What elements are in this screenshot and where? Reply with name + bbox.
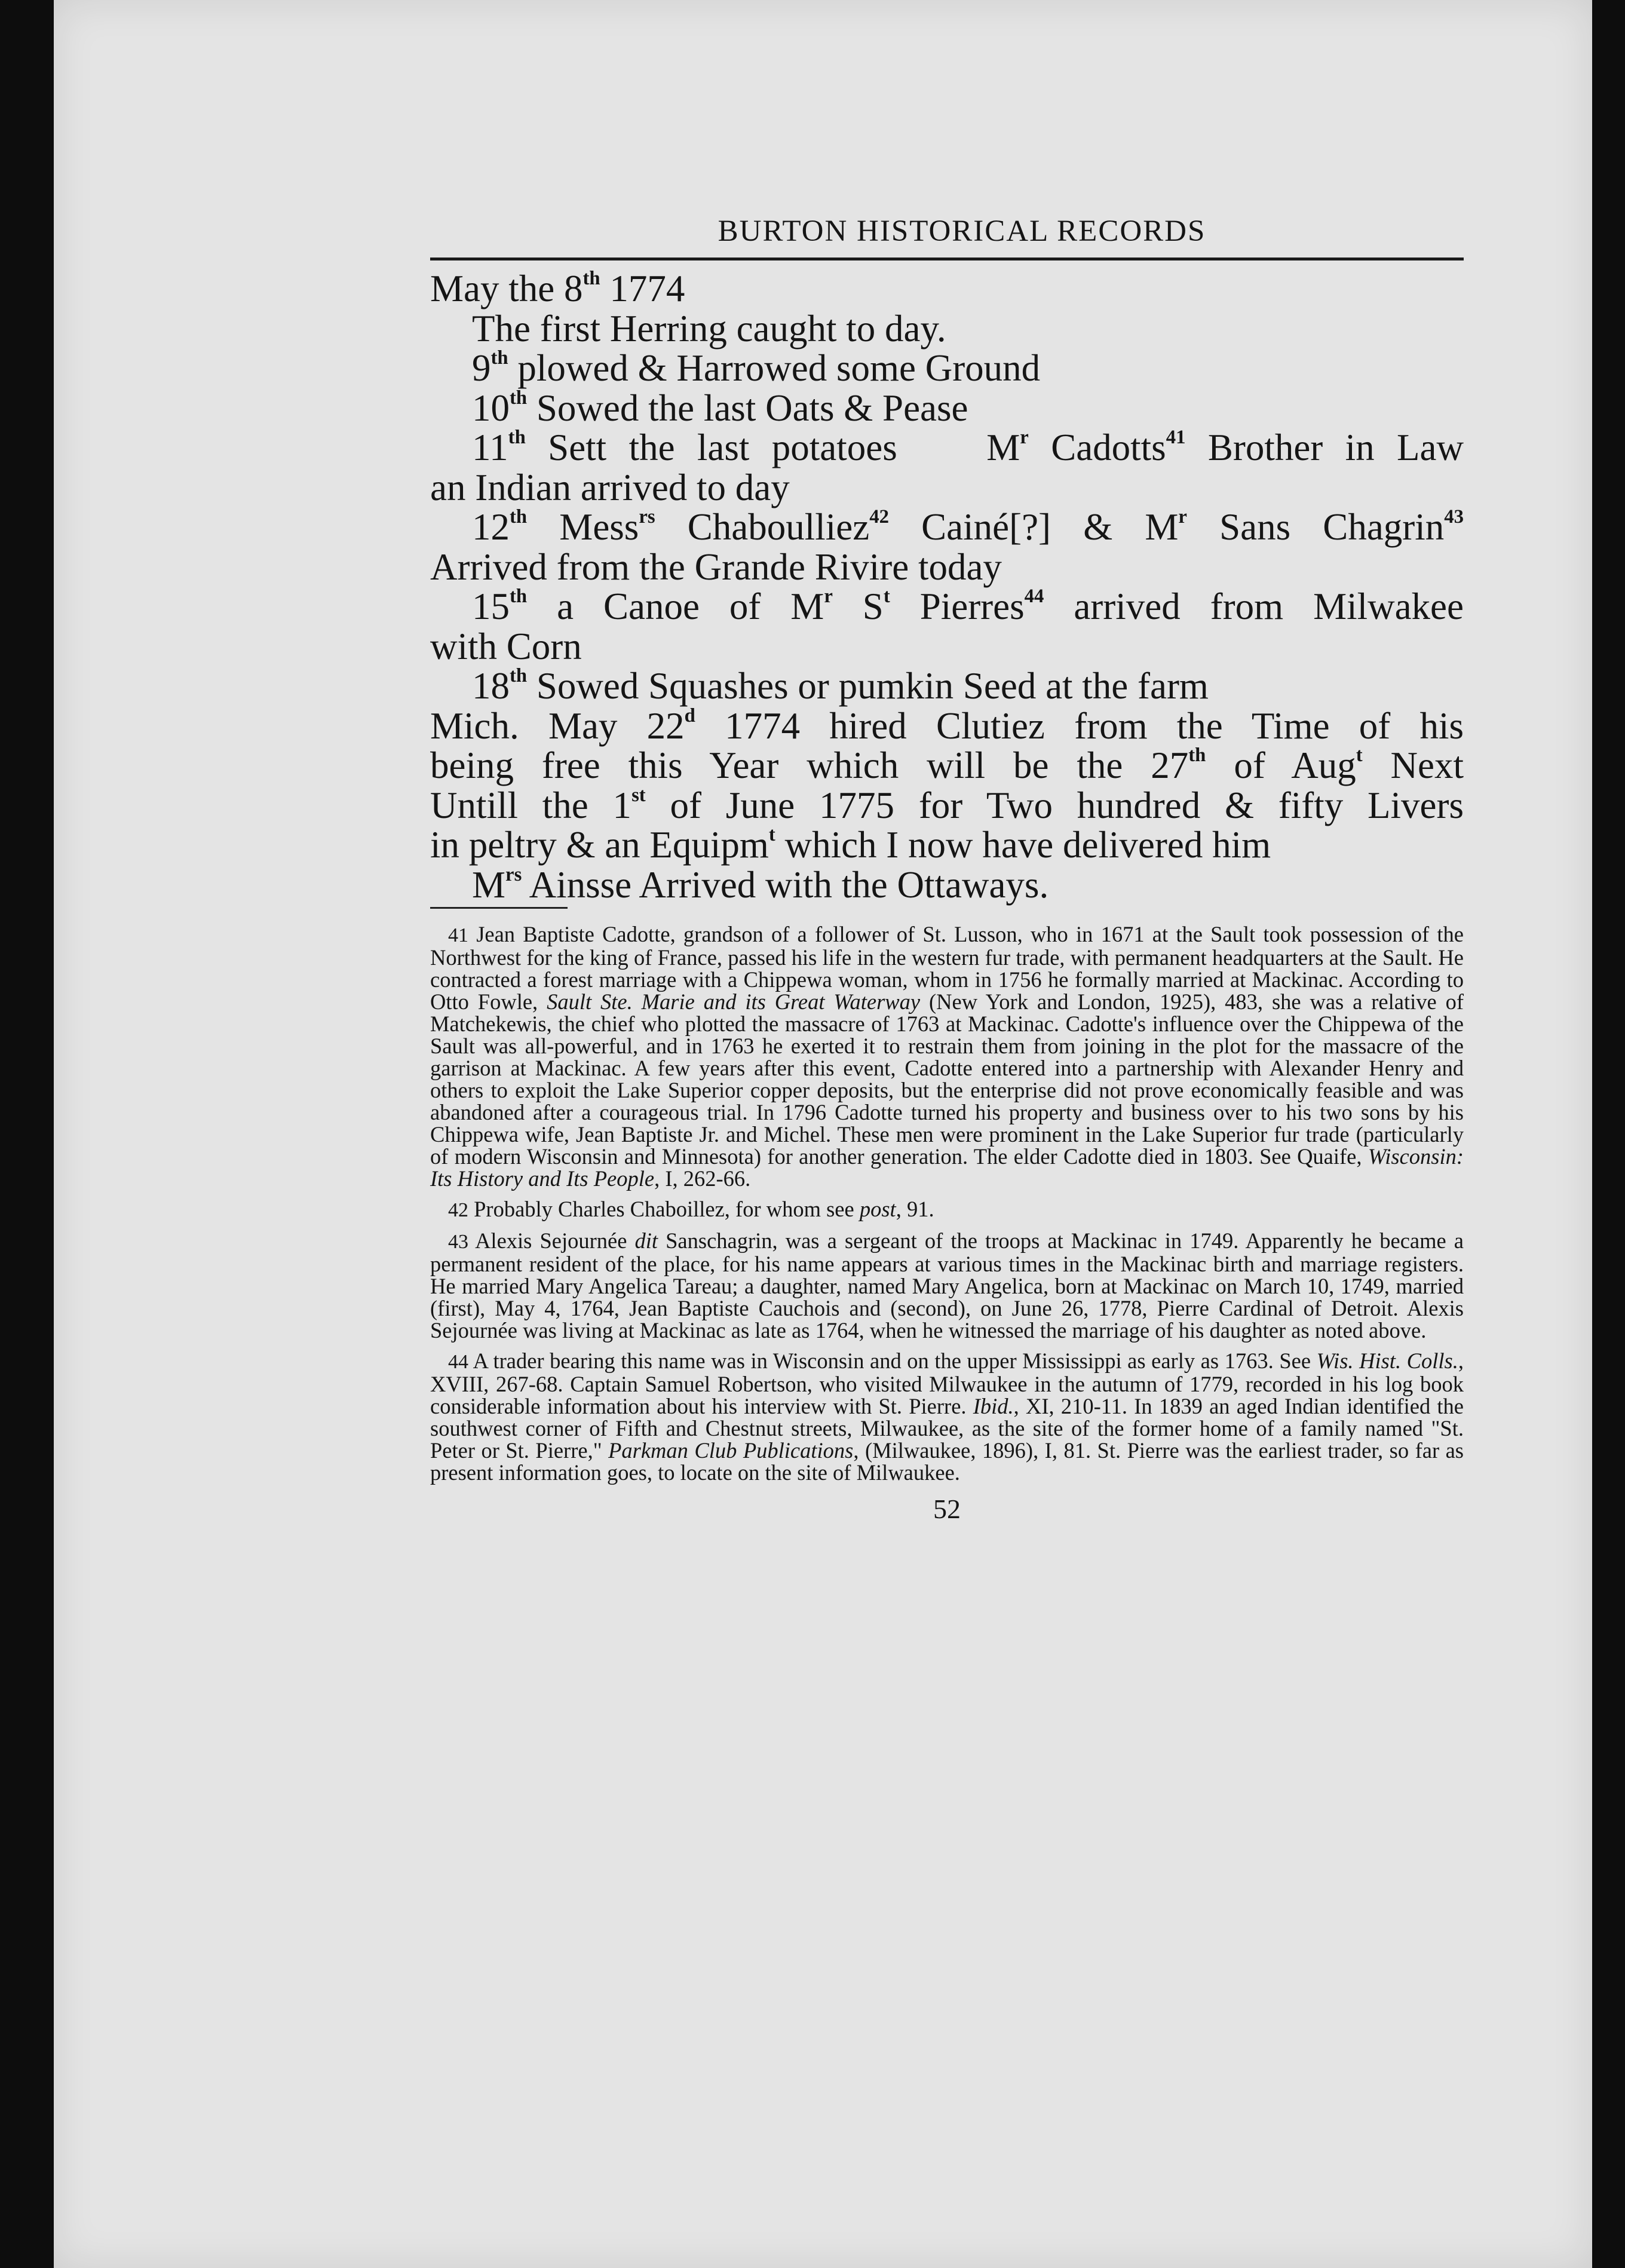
footnotes xyxy=(430,923,1464,1484)
page-content xyxy=(430,216,1464,1525)
diary-line: 15th a Canoe of $M^r$ $S^t$ Pierres$^{44}$ arrived from Milwakee xyxy=(472,586,1464,627)
diary-line: 9th plowed & Harrowed some Ground xyxy=(472,347,1041,389)
page-number: 52 xyxy=(933,1494,961,1524)
running-head: BURTON HISTORICAL RECORDS xyxy=(718,214,1206,248)
footnote-rule xyxy=(430,907,568,909)
diary-line: The first Herring caught to day. xyxy=(472,307,946,350)
diary-line: an Indian arrived to day xyxy=(430,466,790,508)
diary-line: May the 8th 1774 xyxy=(430,268,685,309)
footnote-44: 44 A trader bearing this name was in Wisconsin and on the upper Mississippi as early as 1763. See Wis. Hist. Colls., XVIII, 267-68. Captain Samuel Robertson, who visited Milwaukee in the autumn of 1779, recorded in his log book considerable information about his interview with St. Pierre. Ibid., XI, 210-11. In 1839 an aged Indian identified the southwest corner of Fifth and Chestnut streets, Milwaukee, as the site of the former home of a family named "St. Peter or St. Pierre," Parkman Club Publications, (Milwaukee, 1896), I, 81. St. Pierre was the earliest trader, so far as present information goes, to locate on the site of Milwaukee. xyxy=(430,1348,1464,1485)
diary-line: 18th Sowed Squashes or pumkin Seed at the farm xyxy=(472,665,1209,707)
diary-line: Mich. May 22$^d$ 1774 hired Clutiez from the Time of his xyxy=(430,704,1464,747)
diary-line: being free this Year which will be the 27th of Aug$^t$ Next xyxy=(430,744,1464,786)
diary-line: $M^{rs}$ Ainsse Arrived with the Ottaways. xyxy=(472,863,1049,906)
diary-line: Untill the 1st of June 1775 for Two hundred & fifty Livers xyxy=(430,784,1464,826)
diary-line: Arrived from the Grande Rivire today xyxy=(430,545,1002,588)
diary-line: 12th Mess$^{rs}$ Chaboulliez$^{42}$ Cainé[?] & $M^r$ Sans Chagrin$^{43}$ xyxy=(472,506,1464,548)
diary-line: with Corn xyxy=(430,625,582,667)
diary-entries xyxy=(430,269,1464,905)
diary-line: 10th Sowed the last Oats & Pease xyxy=(472,387,968,429)
header-rule xyxy=(430,258,1464,260)
diary-line: in peltry & an Equipm$^t$ which I now have delivered him xyxy=(430,824,1271,866)
footnote-43: 43 Alexis Sejournée dit Sanschagrin, was a sergeant of the troops at Mackinac in 1749. Apparently he became a permanent resident of the place, for his name appears at various times in the Mackinac birth and marriage registers. He married Mary Angelica Tareau; a daughter, named Mary Angelica, born at Mackinac on March 10, 1749, married (first), May 4, 1764, Jean Baptiste Cauchois and (second), on June 26, 1778, Pierre Cardinal of Detroit. Alexis Sejournée was living at Mackinac as late as 1764, when he witnessed the marriage of his daughter as noted above. xyxy=(430,1228,1464,1343)
footnote-41: 41 Jean Baptiste Cadotte, grandson of a follower of St. Lusson, who in 1671 at the Sault took possession of the Northwest for the king of France, passed his life in the western fur trade, with permanent headquarters at the Sault. He contracted a forest marriage with a Chippewa woman, whom in 1756 he formally married at Mackinac. According to Otto Fowle, Sault Ste. Marie and its Great Waterway (New York and London, 1925), 483, she was a relative of Matchekewis, the chief who plotted the massacre of 1763 at Mackinac. Cadotte's influence over the Chippewa of the Sault was all-powerful, and in 1763 he exerted it to restrain them from joining in the plot for the massacre of the garrison at Mackinac. A few years after this event, Cadotte entered into a partnership with Alexander Henry and others to exploit the Lake Superior copper deposits, but the enterprise did not prove economically feasible and was abandoned after a courageous trial. In 1796 Cadotte turned his property and business over to his two sons by his Chippewa wife, Jean Baptiste Jr. and Michel. These men were prominent in the Lake Superior fur trade (particularly of modern Wisconsin and Minnesota) for another generation. The elder Cadotte died in 1803. See Quaife, Wisconsin: Its History and Its People, I, 262-66. xyxy=(430,922,1464,1191)
diary-line: 11th Sett the last potatoes $M^r$ Cadotts$^{41}$ Brother in Law xyxy=(472,427,1464,468)
footnote-42: 42 Probably Charles Chaboillez, for whom see post, 91. xyxy=(448,1197,934,1221)
